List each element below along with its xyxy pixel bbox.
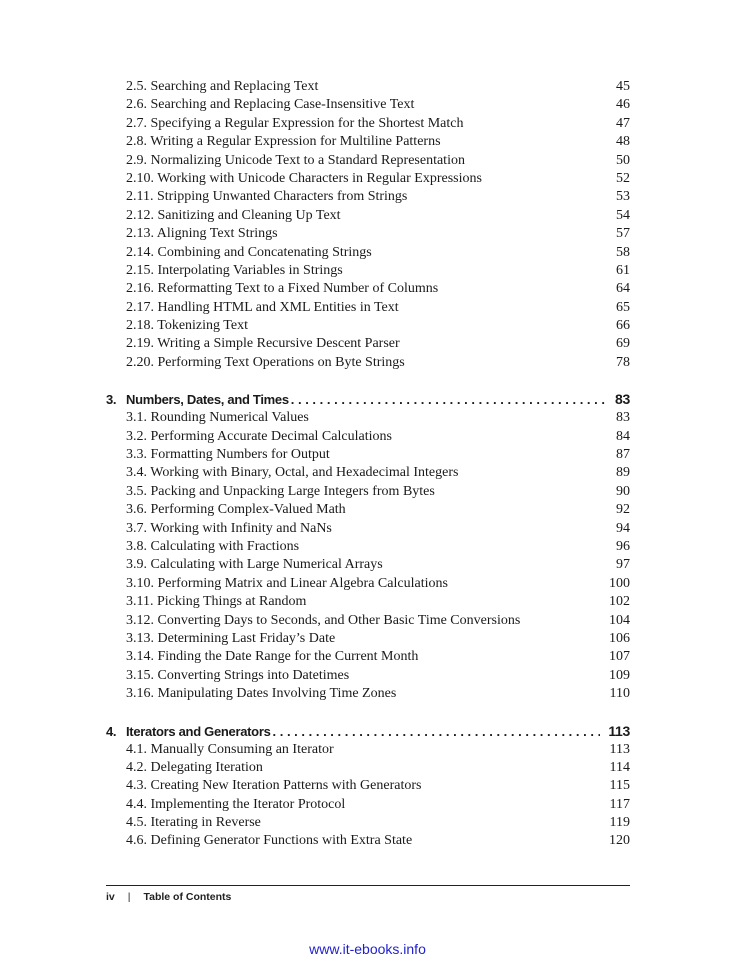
toc-entry[interactable] <box>106 446 630 464</box>
chapter-title: Iterators and Generators <box>126 723 271 739</box>
toc-entry-page-number: 110 <box>609 686 630 702</box>
toc-entry[interactable] <box>106 759 630 777</box>
toc-entry[interactable] <box>106 832 630 850</box>
toc-entry-title: 2.17. Handling HTML and XML Entities in Text <box>126 299 399 315</box>
toc-entry-title: 2.5. Searching and Replacing Text <box>126 79 319 94</box>
toc-entry-title: 3.2. Performing Accurate Decimal Calculations <box>126 428 392 444</box>
toc-entry[interactable] <box>106 428 630 446</box>
toc-entry-page-number: 50 <box>616 152 630 168</box>
dot-leader <box>291 390 607 410</box>
toc-entry[interactable] <box>106 244 630 262</box>
toc-entry-page-number: 106 <box>609 630 630 646</box>
toc-entry-title: 3.7. Working with Infinity and NaNs <box>126 520 332 536</box>
toc-entry-page-number: 120 <box>609 833 630 849</box>
toc-entry-title: 3.1. Rounding Numerical Values <box>126 410 309 426</box>
toc-entry-title: 2.16. Reformatting Text to a Fixed Number of Columns <box>126 281 439 297</box>
toc-entry-page-number: 109 <box>609 667 630 683</box>
toc-entry[interactable] <box>106 483 630 501</box>
chapter-page-number: 83 <box>615 391 630 408</box>
chapter-title: Numbers, Dates, and Times <box>126 392 289 408</box>
toc-entry-title: 2.8. Writing a Regular Expression for Multiline Patterns <box>126 134 441 150</box>
toc-entry-page-number: 114 <box>609 759 630 775</box>
toc-entry-page-number: 57 <box>616 226 630 242</box>
toc-entry-title: 3.13. Determining Last Friday’s Date <box>126 630 336 646</box>
toc-entry-page-number: 87 <box>616 447 630 463</box>
toc-entry-page-number: 117 <box>609 796 630 812</box>
toc-entry-page-number: 104 <box>609 612 630 628</box>
toc-entry[interactable] <box>106 556 630 574</box>
toc-entry-page-number: 48 <box>616 134 630 150</box>
toc-entry[interactable] <box>106 78 630 96</box>
toc-entry-page-number: 102 <box>609 594 630 610</box>
toc-entry-title: 3.15. Converting Strings into Datetimes <box>126 667 350 683</box>
toc-entry[interactable] <box>106 520 630 538</box>
toc-entry-title: 3.4. Working with Binary, Octal, and Hexadecimal Integers <box>126 465 459 481</box>
toc-entry[interactable] <box>106 188 630 206</box>
toc-entry[interactable] <box>106 538 630 556</box>
toc-entry-title: 2.12. Sanitizing and Cleaning Up Text <box>126 207 341 223</box>
dot-leader <box>273 722 601 742</box>
toc-entry[interactable] <box>106 648 630 666</box>
toc-entry[interactable] <box>106 354 630 372</box>
toc-entry-title: 3.14. Finding the Date Range for the Current Month <box>126 649 419 665</box>
toc-entry-page-number: 97 <box>616 557 630 573</box>
toc-entry-title: 4.5. Iterating in Reverse <box>126 815 261 831</box>
toc-entry-page-number: 84 <box>616 428 630 444</box>
toc-entry-page-number: 115 <box>609 778 630 794</box>
toc-entry-title: 3.11. Picking Things at Random <box>126 594 307 610</box>
toc-entry[interactable] <box>106 96 630 114</box>
toc-entry[interactable] <box>106 225 630 243</box>
toc-entry-title: 2.13. Aligning Text Strings <box>126 226 278 242</box>
toc-entry[interactable] <box>106 593 630 611</box>
toc-entry-page-number: 92 <box>616 502 630 518</box>
toc-entry[interactable] <box>106 741 630 759</box>
toc-entry-title: 2.19. Writing a Simple Recursive Descent Parser <box>126 336 400 352</box>
toc-entry-title: 2.6. Searching and Replacing Case-Insensitive Text <box>126 97 415 113</box>
toc-entry-title: 4.6. Defining Generator Functions with Extra State <box>126 833 413 849</box>
footer-separator: | <box>127 891 131 903</box>
toc-entry-title: 3.6. Performing Complex-Valued Math <box>126 502 346 518</box>
toc-entry-title: 3.12. Converting Days to Seconds, and Other Basic Time Conversions <box>126 612 521 628</box>
toc-entry[interactable] <box>106 152 630 170</box>
toc-entry-page-number: 100 <box>609 575 630 591</box>
toc-entry-page-number: 45 <box>616 79 630 94</box>
toc-entry[interactable] <box>106 667 630 685</box>
toc-entry[interactable] <box>106 796 630 814</box>
toc-entry-page-number: 65 <box>616 299 630 315</box>
toc-entry-title: 3.9. Calculating with Large Numerical Arrays <box>126 557 383 573</box>
toc-entry[interactable] <box>106 207 630 225</box>
toc-entry-title: 2.7. Specifying a Regular Expression for the Shortest Match <box>126 115 464 131</box>
chapter-page-number: 113 <box>608 722 630 739</box>
toc-entry-title: 2.11. Stripping Unwanted Characters from Strings <box>126 189 408 205</box>
toc-entry[interactable] <box>106 612 630 630</box>
toc-entry-page-number: 113 <box>609 741 630 757</box>
toc-entry-page-number: 47 <box>616 115 630 131</box>
chapter-heading[interactable] <box>106 389 630 409</box>
chapter-number: 4. <box>106 723 117 739</box>
toc-entry[interactable] <box>106 685 630 703</box>
toc-entry-page-number: 107 <box>609 649 630 665</box>
toc-entry[interactable] <box>106 575 630 593</box>
toc-entry-page-number: 83 <box>616 410 630 426</box>
toc-entry-page-number: 66 <box>616 318 630 334</box>
toc-entry-title: 2.14. Combining and Concatenating Strings <box>126 244 372 260</box>
toc-entry-page-number: 78 <box>616 354 630 370</box>
toc-entry-page-number: 54 <box>616 207 630 223</box>
toc-entry[interactable] <box>106 501 630 519</box>
toc-entry[interactable] <box>106 170 630 188</box>
toc-entry-page-number: 119 <box>609 815 630 831</box>
toc-entry-title: 4.2. Delegating Iteration <box>126 759 263 775</box>
toc-entry-page-number: 53 <box>616 189 630 205</box>
toc-entry-page-number: 90 <box>616 483 630 499</box>
toc-entry[interactable] <box>106 335 630 353</box>
toc-entry[interactable] <box>106 777 630 795</box>
toc-entry-title: 4.4. Implementing the Iterator Protocol <box>126 796 346 812</box>
page-footer <box>106 891 231 903</box>
footer-divider <box>106 885 630 886</box>
toc-entry-title: 3.16. Manipulating Dates Involving Time Zones <box>126 686 397 702</box>
toc-entry-title: 3.3. Formatting Numbers for Output <box>126 447 330 463</box>
toc-page <box>106 78 630 851</box>
toc-entry[interactable] <box>106 464 630 482</box>
toc-entry[interactable] <box>106 280 630 298</box>
toc-entry-page-number: 52 <box>616 170 630 186</box>
toc-entry-title: 2.18. Tokenizing Text <box>126 318 248 334</box>
toc-entry-page-number: 89 <box>616 465 630 481</box>
toc-entry[interactable] <box>106 299 630 317</box>
toc-entry-title: 4.1. Manually Consuming an Iterator <box>126 741 334 757</box>
toc-entry[interactable] <box>106 409 630 427</box>
toc-entry-page-number: 61 <box>616 262 630 278</box>
toc-entry[interactable] <box>106 115 630 133</box>
chapter-number: 3. <box>106 392 117 408</box>
toc-entry-title: 4.3. Creating New Iteration Patterns with Generators <box>126 778 422 794</box>
toc-entry[interactable] <box>106 317 630 335</box>
toc-entry-title: 2.20. Performing Text Operations on Byte Strings <box>126 354 405 370</box>
toc-entry-title: 2.15. Interpolating Variables in Strings <box>126 262 343 278</box>
toc-entry-title: 2.10. Working with Unicode Characters in Regular Expressions <box>126 170 482 186</box>
footer-section-label: Table of Contents <box>143 891 232 903</box>
footer-page-number: iv <box>106 891 115 903</box>
toc-entry-page-number: 96 <box>616 538 630 554</box>
toc-entry-page-number: 46 <box>616 97 630 113</box>
toc-entry[interactable] <box>106 262 630 280</box>
toc-entry-page-number: 64 <box>616 281 630 297</box>
toc-entry-page-number: 58 <box>616 244 630 260</box>
toc-entry-title: 3.5. Packing and Unpacking Large Integers from Bytes <box>126 483 435 499</box>
watermark-link[interactable]: www.it-ebooks.info <box>309 941 426 957</box>
toc-entry-title: 3.10. Performing Matrix and Linear Algebra Calculations <box>126 575 448 591</box>
toc-entry-title: 3.8. Calculating with Fractions <box>126 538 300 554</box>
toc-entry[interactable] <box>106 133 630 151</box>
toc-entry[interactable] <box>106 814 630 832</box>
chapter-heading[interactable] <box>106 721 630 741</box>
toc-entry-page-number: 94 <box>616 520 630 536</box>
toc-entry-page-number: 69 <box>616 336 630 352</box>
toc-entry[interactable] <box>106 630 630 648</box>
toc-entry-title: 2.9. Normalizing Unicode Text to a Standard Representation <box>126 152 465 168</box>
